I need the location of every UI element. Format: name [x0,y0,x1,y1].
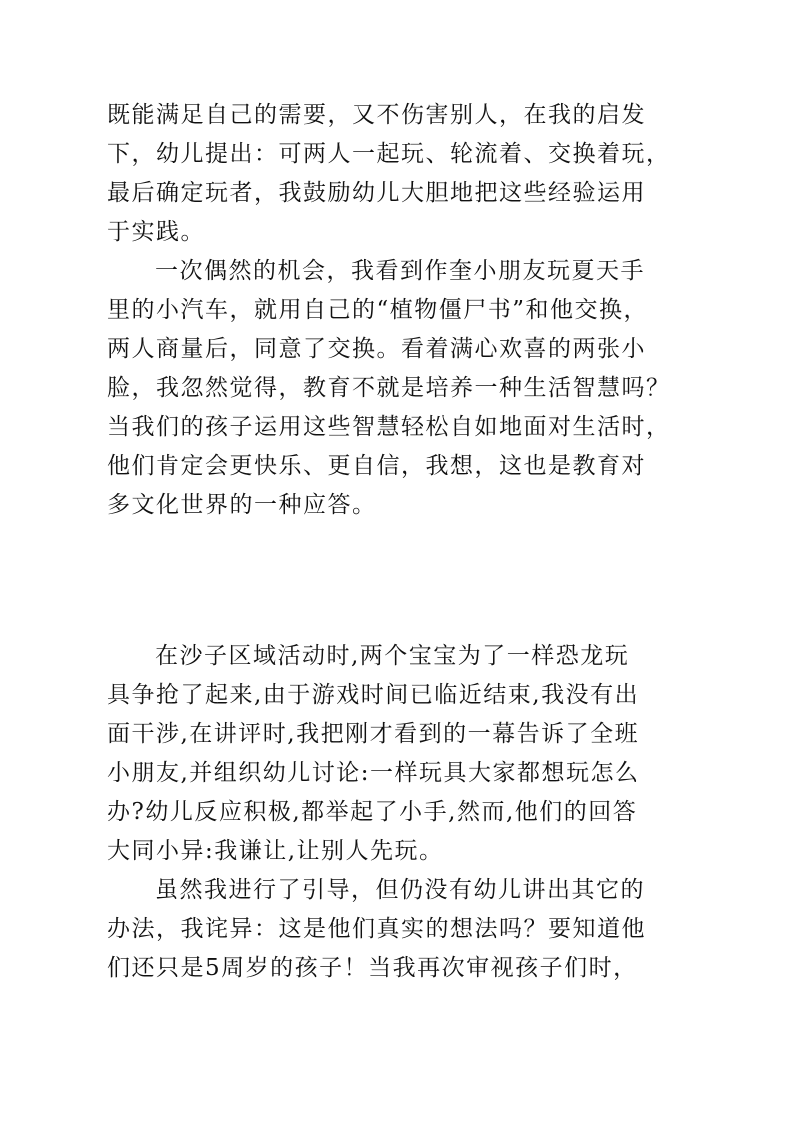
text-line: 当我们的孩子运用这些智慧轻松自如地面对生活时， [107,414,671,440]
text-line: 办法，我诧异：这是他们真实的想法吗？要知道他 [107,916,646,942]
text-line: 里的小汽车，就用自己的“植物僵尸书”和他交换， [107,297,649,323]
text-line: 面干涉,在讲评时,我把刚才看到的一幕告诉了全班 [107,721,640,747]
text-line: 于实践。 [107,219,205,245]
text-line: 既能满足自己的需要，又不伤害别人，在我的启发 [107,102,646,128]
text-line: 一次偶然的机会，我看到作奎小朋友玩夏天手 [155,258,645,284]
text-line: 在沙子区域活动时,两个宝宝为了一样恐龙玩 [155,643,630,669]
text-line: 具争抢了起来,由于游戏时间已临近结束,我没有出 [107,682,640,708]
text-line: 他们肯定会更快乐、更自信，我想，这也是教育对 [107,453,646,479]
text-line: 最后确定玩者，我鼓励幼儿大胆地把这些经验运用 [107,180,646,206]
text-line: 多文化世界的一种应答。 [107,492,377,518]
text-line: 大同小异:我谦让,让别人先玩。 [107,838,444,864]
text-line: 小朋友,并组织幼儿讨论:一样玩具大家都想玩怎么 [107,760,640,786]
text-line: 两人商量后，同意了交换。看着满心欢喜的两张小 [107,336,646,362]
text-line: 办?幼儿反应积极,都举起了小手,然而,他们的回答 [107,799,638,825]
text-line: 脸，我忽然觉得，教育不就是培养一种生活智慧吗？ [107,375,671,401]
text-line: 虽然我进行了引导，但仍没有幼儿讲出其它的 [155,877,645,903]
text-line: 们还只是5周岁的孩子！当我再次审视孩子们时， [107,955,638,981]
text-line: 下，幼儿提出：可两人一起玩、轮流着、交换着玩， [107,141,671,167]
